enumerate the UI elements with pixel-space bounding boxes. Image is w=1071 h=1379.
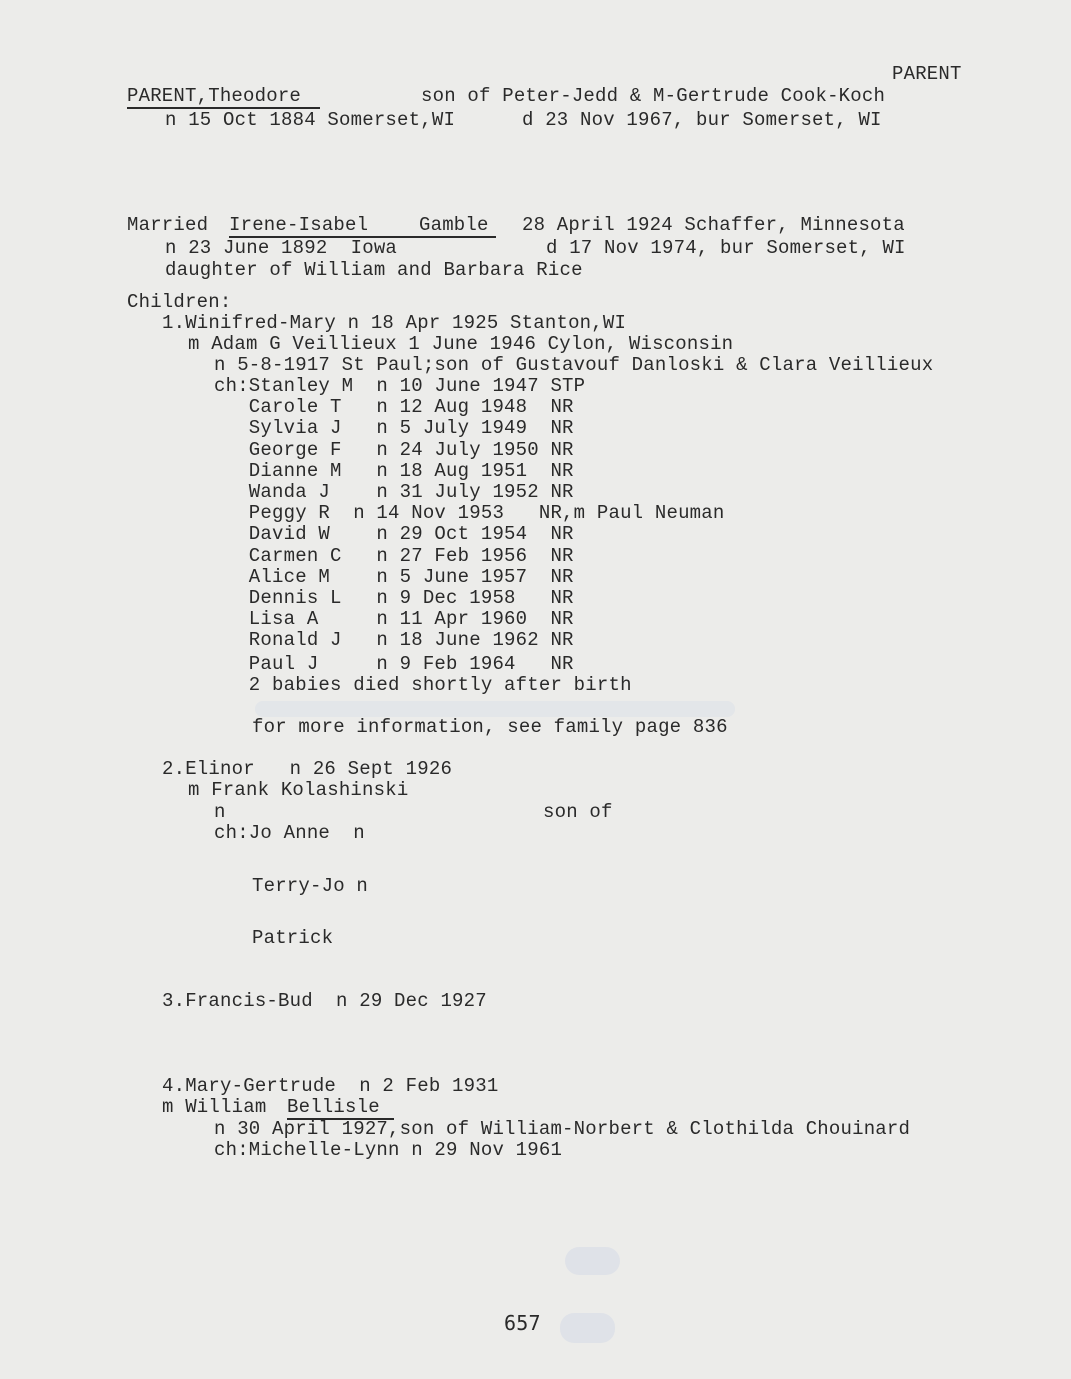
bleed-through-mark	[560, 1313, 615, 1343]
grandchild-line: Peggy R n 14 Nov 1953 NR,m Paul Neuman	[214, 502, 725, 524]
marriage-info: 28 April 1924 Schaffer, Minnesota	[522, 214, 905, 236]
grandchild-line: Terry-Jo n	[252, 875, 369, 897]
grandchild-line: ch:Stanley M n 10 June 1947 STP	[214, 375, 586, 397]
spouse-death: d 17 Nov 1974, bur Somerset, WI	[546, 237, 906, 259]
grandchild-line: Sylvia J n 5 July 1949 NR	[214, 417, 574, 439]
child-2-line: 2.Elinor n 26 Sept 1926	[162, 758, 453, 780]
grandchild-note: 2 babies died shortly after birth	[214, 674, 632, 696]
child-4-line: 4.Mary-Gertrude n 2 Feb 1931	[162, 1075, 499, 1097]
children-label: Children:	[127, 291, 232, 313]
more-info-note: for more information, see family page 836	[252, 716, 728, 738]
grandchild-line: Patrick	[252, 927, 334, 949]
person-parents: son of Peter-Jedd & M-Gertrude Cook-Koch	[421, 85, 886, 107]
child-1-marriage: m Adam G Veillieux 1 June 1946 Cylon, Wisconsin	[188, 333, 734, 355]
grandchild-line: George F n 24 July 1950 NR	[214, 439, 574, 461]
married-label: Married	[127, 214, 209, 236]
child-1-spouse: n 5-8-1917 St Paul;son of Gustavouf Danloski & Clara Veillieux	[214, 354, 934, 376]
grandchild-line: Dennis L n 9 Dec 1958 NR	[214, 587, 574, 609]
child-2-marriage: m Frank Kolashinski	[188, 779, 409, 801]
person-birth: n 15 Oct 1884 Somerset,WI	[165, 109, 456, 131]
bleed-through-mark	[565, 1247, 620, 1275]
child-3-line: 3.Francis-Bud n 29 Dec 1927	[162, 990, 487, 1012]
spouse-birth: n 23 June 1892 Iowa	[165, 237, 398, 259]
grandchild-line: Paul J n 9 Feb 1964 NR	[214, 653, 574, 675]
child-4-spouse-surname: Bellisle	[287, 1096, 380, 1118]
grandchild-line: ch:Michelle-Lynn n 29 Nov 1961	[214, 1139, 563, 1161]
grandchild-line: Lisa A n 11 Apr 1960 NR	[214, 608, 574, 630]
child-4-marriage: m William	[162, 1096, 267, 1118]
child-2-spouse-parents: son of	[543, 801, 613, 823]
grandchild-line: Dianne M n 18 Aug 1951 NR	[214, 460, 574, 482]
bleed-through-mark	[255, 701, 735, 717]
child-4-spouse: n 30 April 1927,son of William-Norbert & Clothilda Chouinard	[214, 1118, 911, 1140]
person-name: PARENT,Theodore	[127, 85, 302, 107]
grandchild-line: Wanda J n 31 July 1952 NR	[214, 481, 574, 503]
person-death: d 23 Nov 1967, bur Somerset, WI	[522, 109, 882, 131]
grandchild-line: Alice M n 5 June 1957 NR	[214, 566, 574, 588]
grandchild-line: Carmen C n 27 Feb 1956 NR	[214, 545, 574, 567]
spouse-first-name: Irene-Isabel	[229, 214, 369, 236]
spouse-last-name: Gamble	[419, 214, 489, 236]
child-2-spouse-birth: n	[214, 801, 226, 823]
grandchild-line: Ronald J n 18 June 1962 NR	[214, 629, 574, 651]
spouse-parents: daughter of William and Barbara Rice	[165, 259, 583, 281]
grandchild-line: David W n 29 Oct 1954 NR	[214, 523, 574, 545]
child-1-line: 1.Winifred-Mary n 18 Apr 1925 Stanton,WI	[162, 312, 627, 334]
surname-header: PARENT	[892, 63, 962, 85]
grandchild-line: Carole T n 12 Aug 1948 NR	[214, 396, 574, 418]
page-number: 657	[504, 1311, 541, 1335]
grandchild-line: ch:Jo Anne n	[214, 822, 365, 844]
